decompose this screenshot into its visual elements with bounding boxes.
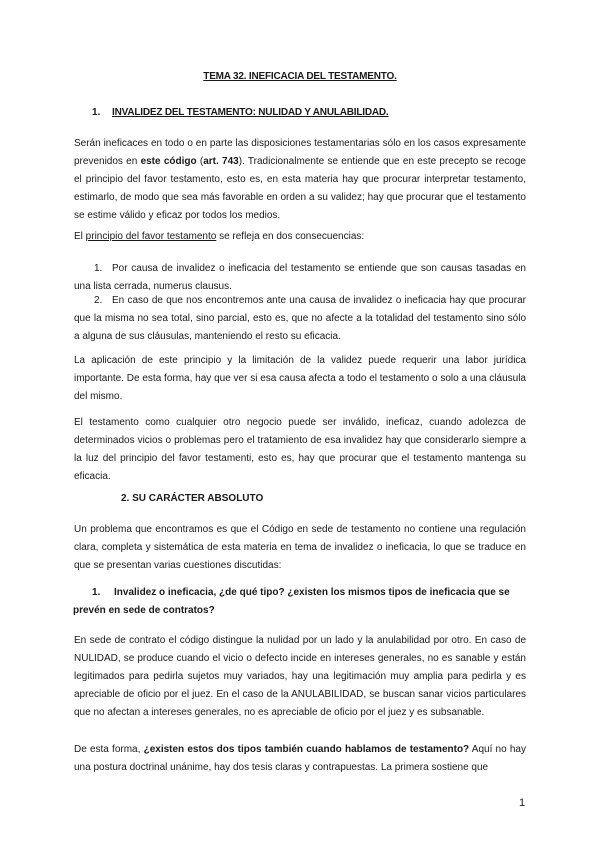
paragraph-6: En sede de contrato el código distingue la nulidad por un lado y la anulabilidad por otro. En caso de NULIDAD, se produce cuando el vicio o defecto incide en intereses generales, no es sanable y están legitimados para pedirla sujetos muy variados, hay una legitimación muy amplia para pedirla y es apreciable de oficio por el juez. En el caso de la ANULABILIDAD, se buscan sanar vicios particulares que no afectan a intereses generales, no es apreciable de oficio por el juez y es subsanable. bbox=[74, 635, 526, 718]
paragraph-3: La aplicación de este principio y la limitación de la validez puede requerir una labor jurídica importante. De esta forma, hay que ver si esa causa afecta a todo el testamento o solo a una cláusula del mismo. bbox=[74, 355, 526, 402]
paragraph-text: Serán ineficaces en todo o en parte las disposiciones testamentarias sólo en los casos expresamente prevenidos en bbox=[74, 138, 526, 167]
question-text: Invalidez o ineficacia, ¿de qué tipo? ¿existen los mismos tipos de ineficacia que se bbox=[114, 587, 510, 598]
paragraph-text: ). Tradicionalmente se entiende que en este precepto se recoge el principio del favor testamento, esto es, en esta materia hay que procurar interpretar testamento, estimarlo, de modo que sea más favorable en orden a su validez; hay que procurar que el testamento se estime válido y eficaz por todos los medios. bbox=[74, 156, 526, 221]
question-number: 1. bbox=[92, 587, 101, 598]
paragraph-2 bbox=[74, 228, 526, 246]
bold-text: art. 743 bbox=[203, 156, 239, 167]
question-text: prevén en sede de contratos? bbox=[73, 605, 215, 616]
paragraph-text: El bbox=[74, 231, 86, 242]
list-text: Por causa de invalidez o ineficacia del testamento se entiende que son causas tasadas en una lista cerrada, numerus clausus. bbox=[74, 263, 526, 292]
paragraph-7 bbox=[74, 741, 526, 777]
question-heading bbox=[73, 584, 526, 620]
page-number: 1 bbox=[519, 797, 526, 809]
list-item bbox=[74, 260, 526, 296]
section-number: 1. bbox=[92, 107, 101, 118]
bold-text: este código bbox=[140, 156, 197, 167]
paragraph-1 bbox=[74, 135, 526, 225]
paragraph-text: Aquí no hay una postura doctrinal unánime, hay dos tesis claras y contrapuestas. La primera sostiene que bbox=[74, 744, 526, 773]
underlined-text: principio del favor testamento bbox=[85, 231, 217, 242]
paragraph-text: De esta forma, bbox=[74, 744, 144, 755]
paragraph-text: se refleja en dos consecuencias: bbox=[216, 231, 365, 242]
paragraph-4: El testamento como cualquier otro negocio puede ser inválido, ineficaz, cuando adolezca de determinados vicios o problemas pero el tratamiento de esa invalidez hay que considerarlo siempre a la luz del principio del favor testamenti, esto es, hay que procurar que el testamento mantenga su eficacia. bbox=[74, 417, 526, 482]
list-item bbox=[74, 292, 526, 346]
section-heading-text: INVALIDEZ DEL TESTAMENTO: NULIDAD Y ANULABILIDAD. bbox=[112, 107, 389, 118]
list-number: 1. bbox=[94, 263, 103, 274]
paragraph-5: Un problema que encontramos es que el Código en sede de testamento no contiene una regulación clara, completa y sistemática de esta materia en tema de invalidez o ineficacia, lo que se traduce en que se presentan varias cuestiones discutidas: bbox=[74, 524, 526, 571]
section-heading-1 bbox=[92, 104, 389, 122]
list-text: En caso de que nos encontremos ante una causa de invalidez o ineficacia hay que procurar que la misma no sea total, sino parcial, esto es, que no afecte a la totalidad del testamento sino sólo a alguna de sus cláusulas, manteniendo el resto su eficacia. bbox=[74, 295, 526, 342]
document-title: TEMA 32. INEFICACIA DEL TESTAMENTO. bbox=[203, 71, 397, 82]
bold-text: ¿existen estos dos tipos también cuando hablamos de testamento? bbox=[143, 744, 470, 755]
paragraph-text: ( bbox=[196, 156, 204, 167]
list-number: 2. bbox=[94, 295, 103, 306]
section-heading-2: 2. SU CARÁCTER ABSOLUTO bbox=[121, 493, 264, 504]
